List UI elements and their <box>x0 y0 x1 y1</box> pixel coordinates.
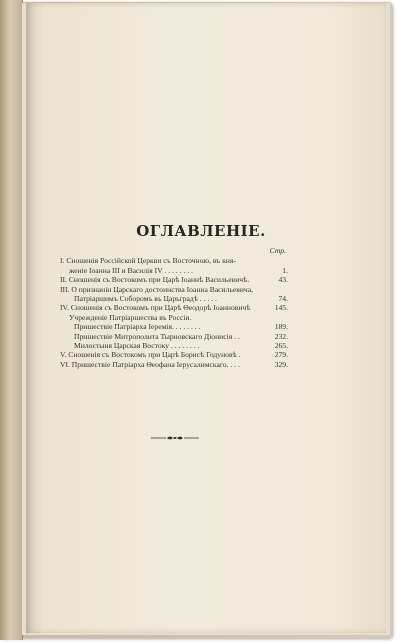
toc-page-number: 265. <box>274 341 288 351</box>
toc-page-number: 43. <box>278 275 288 285</box>
toc-subentry <box>60 313 288 322</box>
toc-entry-6 <box>60 360 288 369</box>
toc-page-number: 329. <box>274 359 288 369</box>
ornament-divider <box>150 435 200 441</box>
toc-entry-text: женіе Іоанна III и Василія IV . . . . . . . . <box>69 265 193 275</box>
toc-entry-text: I. Сношенія Россійской Церкви съ Восточною, въ кня- <box>60 256 236 266</box>
toc-entry-4 <box>60 303 288 312</box>
toc-subentry <box>60 322 288 331</box>
toc-entry-text: Пришествіе Митрополита Тырновскаго Діонисія . . <box>74 331 240 341</box>
toc-page-number: 145. <box>274 303 288 313</box>
toc-page-number: 1. <box>282 265 288 275</box>
toc-entry-text: Милостыня Царская Востоку . . . . . . . . <box>74 341 200 351</box>
toc-subentry <box>60 332 288 341</box>
toc-entry-5 <box>60 350 288 359</box>
toc-entry-text: III. О признаніи Царскаго достоинства Іоанна Васильевича, <box>60 284 253 294</box>
toc-entry-1 <box>60 256 288 265</box>
toc-page-number: 279. <box>274 350 288 360</box>
toc-entry-2 <box>60 275 288 284</box>
toc-page-number: 189. <box>274 322 288 332</box>
toc-entry-text: V. Сношенія съ Востокомъ при Царѣ Борисѣ Годуновѣ . <box>60 350 241 360</box>
toc-entry-text: IV. Сношенія съ Востокомъ при Царѣ Ѳеодорѣ Іоанновичѣ <box>60 303 251 313</box>
page-column-label: Стр. <box>269 246 286 255</box>
toc-entry-text: II. Сношенія съ Востокомъ при Царѣ Іоаннѣ Васильевичѣ. <box>60 275 250 285</box>
toc-entry-text: Пришествіе Патріарха Іеремія. . . . . . . . <box>74 322 201 332</box>
toc-entry-1-cont <box>60 266 288 275</box>
toc-entry-text: VI. Пришествіе Патріарха Ѳеофана Іерусалимскаго. . . . <box>60 359 240 369</box>
toc-entry-3-cont <box>60 294 288 303</box>
toc-entry-text: Учрежденіе Патріаршества въ Россіи. <box>69 312 192 322</box>
toc-subentry <box>60 341 288 350</box>
toc-page-number: 232. <box>274 331 288 341</box>
book-spine-board <box>0 0 23 640</box>
contents-heading: ОГЛАВЛЕНІЕ. <box>136 222 266 240</box>
toc-entry-text: Патріаршимъ Соборомъ въ Царьградѣ . . . . . <box>74 294 217 304</box>
toc-entry-3 <box>60 285 288 294</box>
toc-page-number: 74. <box>278 294 288 304</box>
table-of-contents <box>60 246 288 369</box>
